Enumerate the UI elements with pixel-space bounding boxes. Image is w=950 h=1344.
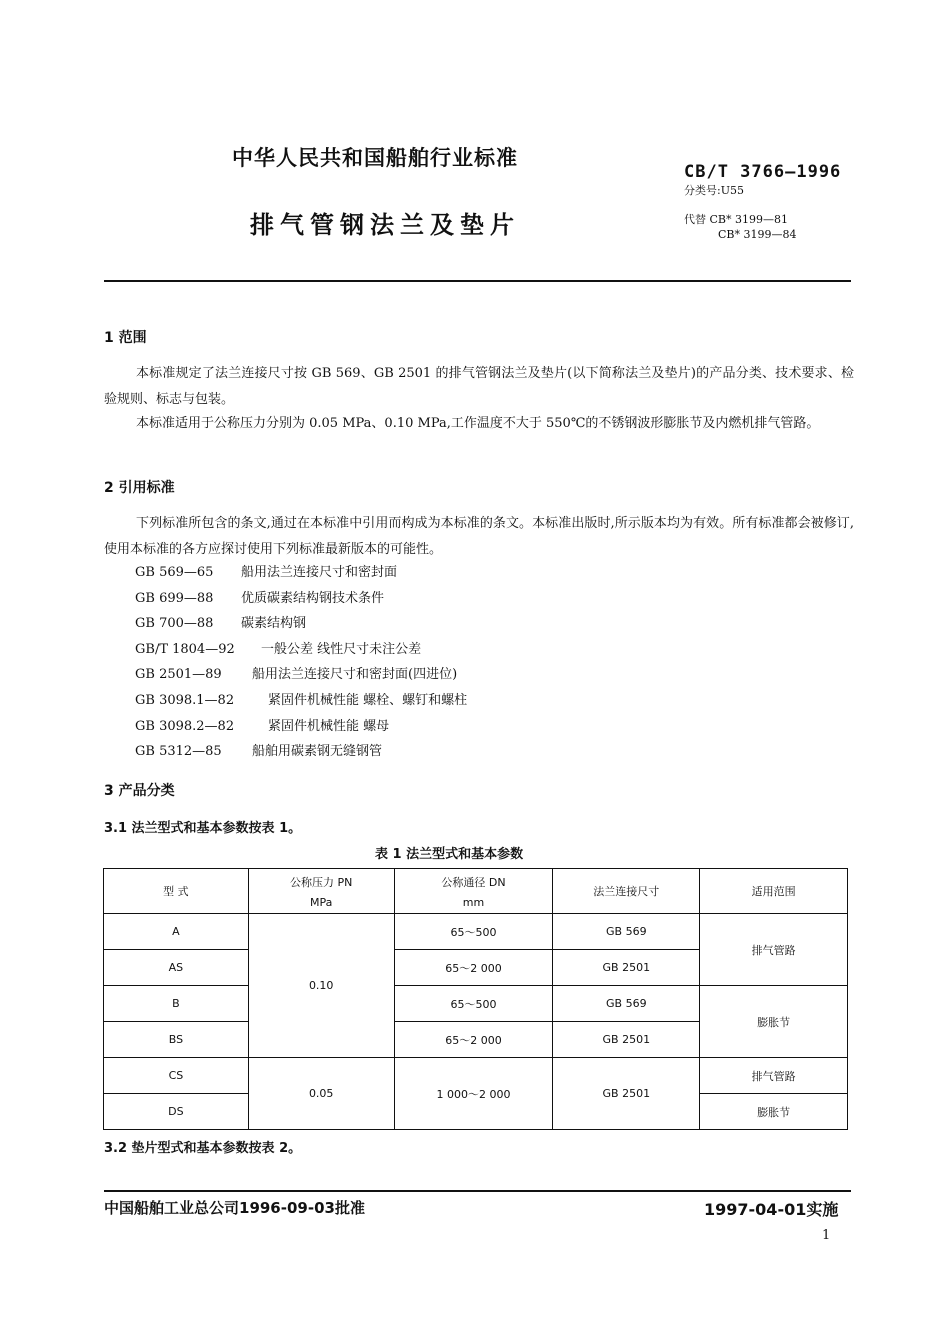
section-3-heading: 3 产品分类 xyxy=(104,783,175,799)
header-dn-label: 公称通径 DN xyxy=(441,875,506,889)
header-scope: 适用范围 xyxy=(700,869,848,914)
reference-code: GB 699—88 xyxy=(135,590,214,606)
table-row xyxy=(104,986,848,1022)
section-1-para-1: 本标准规定了法兰连接尺寸按 GB 569、GB 2501 的排气管钢法兰及垫片(以下简称法兰及垫片)的产品分类、技术要求、检验规则、标志与包装。 xyxy=(104,366,854,407)
reference-item xyxy=(135,586,467,612)
reference-item xyxy=(135,560,467,586)
reference-code: GB 700—88 xyxy=(135,616,214,632)
org-title: 中华人民共和国船舶行业标准 xyxy=(232,146,518,170)
document-title: 排气管钢法兰及垫片 xyxy=(250,211,520,239)
header-pn-label: 公称压力 PN xyxy=(290,875,353,889)
approval-line: 中国船舶工业总公司1996-09-03批准 xyxy=(104,1199,365,1217)
reference-code: GB 3098.2—82 xyxy=(135,718,235,734)
cell-pn: 0.10 xyxy=(248,914,394,1058)
flange-table xyxy=(103,868,848,1130)
effective-date: 1997-04-01实施 xyxy=(704,1200,839,1219)
cell-dn: 65～2 000 xyxy=(394,1022,553,1058)
footer-rule xyxy=(104,1190,851,1192)
header-dn xyxy=(394,869,553,914)
table-header-row xyxy=(104,869,848,914)
cell-scope: 排气管路 xyxy=(700,1058,848,1094)
header-pn-unit: MPa xyxy=(310,895,333,909)
standard-number: CB/T 3766—1996 xyxy=(684,162,842,182)
section-2-para-1: 下列标准所包含的条文,通过在本标准中引用而构成为本标准的条文。本标准出版时,所示版本均为有效。所有标准都会被修订,使用本标准的各方应探讨使用下列标准最新版本的可能性。 xyxy=(104,516,854,557)
cell-connection: GB 2501 xyxy=(553,950,700,986)
reference-code: GB/T 1804—92 xyxy=(135,641,235,657)
table-1-caption: 表 1 法兰型式和基本参数 xyxy=(375,847,524,862)
header-connection: 法兰连接尺寸 xyxy=(553,869,700,914)
cell-type: CS xyxy=(104,1058,249,1094)
reference-title: 船用法兰连接尺寸和密封面 xyxy=(241,565,398,580)
reference-item xyxy=(135,688,467,714)
section-3-1: 3.1 法兰型式和基本参数按表 1。 xyxy=(104,821,302,836)
header-pn xyxy=(248,869,394,914)
reference-title: 碳素结构钢 xyxy=(241,616,307,632)
cell-connection: GB 569 xyxy=(553,986,700,1022)
replaces-block xyxy=(684,212,797,242)
cell-type: A xyxy=(104,914,249,950)
cell-connection: GB 2501 xyxy=(553,1058,700,1130)
reference-title: 紧固件机械性能 螺栓、螺钉和螺柱 xyxy=(268,692,468,708)
header-rule xyxy=(104,280,851,282)
table-row xyxy=(104,914,848,950)
cell-scope: 膨胀节 xyxy=(700,1094,848,1130)
cell-type: BS xyxy=(104,1022,249,1058)
cell-dn: 65～500 xyxy=(394,914,553,950)
reference-code: GB 3098.1—82 xyxy=(135,692,235,708)
cell-connection: GB 2501 xyxy=(553,1022,700,1058)
cell-dn: 1 000～2 000 xyxy=(394,1058,553,1130)
cell-dn: 65～500 xyxy=(394,986,553,1022)
cell-pn: 0.05 xyxy=(248,1058,394,1130)
page-number: 1 xyxy=(822,1228,831,1243)
table-row xyxy=(104,1058,848,1094)
replaces-line-1: 代替 CB* 3199—81 xyxy=(684,213,788,226)
cell-type: B xyxy=(104,986,249,1022)
reference-title: 船舶用碳素钢无缝钢管 xyxy=(252,744,383,760)
section-1-para-2: 本标准适用于公称压力分别为 0.05 MPa、0.10 MPa,工作温度不大于 550℃的不锈钢波形膨胀节及内燃机排气管路。 xyxy=(136,416,820,431)
reference-title: 优质碳素结构钢技术条件 xyxy=(241,590,385,606)
reference-item xyxy=(135,739,467,765)
reference-title: 船用法兰连接尺寸和密封面(四进位) xyxy=(252,667,458,683)
section-1-heading: 1 范围 xyxy=(104,330,147,346)
cell-connection: GB 569 xyxy=(553,914,700,950)
header-dn-unit: mm xyxy=(462,895,485,909)
cell-dn: 65～2 000 xyxy=(394,950,553,986)
reference-title: 紧固件机械性能 螺母 xyxy=(268,718,390,734)
reference-code: GB 2501—89 xyxy=(135,667,222,683)
cell-type: AS xyxy=(104,950,249,986)
section-2-heading: 2 引用标准 xyxy=(104,480,175,496)
section-3-2: 3.2 垫片型式和基本参数按表 2。 xyxy=(104,1141,302,1156)
reference-item xyxy=(135,662,467,688)
classification-number: 分类号:U55 xyxy=(684,184,744,197)
reference-item xyxy=(135,637,467,663)
reference-code: GB 5312—85 xyxy=(135,744,222,760)
cell-scope: 排气管路 xyxy=(700,914,848,986)
reference-title: 一般公差 线性尺寸未注公差 xyxy=(261,641,422,657)
reference-item xyxy=(135,714,467,740)
header-type: 型 式 xyxy=(104,869,249,914)
replaces-line-2: CB* 3199—84 xyxy=(718,228,797,241)
cell-type: DS xyxy=(104,1094,249,1130)
cell-scope: 膨胀节 xyxy=(700,986,848,1058)
reference-code: GB 569—65 xyxy=(135,565,214,580)
reference-list xyxy=(135,560,467,765)
reference-item xyxy=(135,611,467,637)
